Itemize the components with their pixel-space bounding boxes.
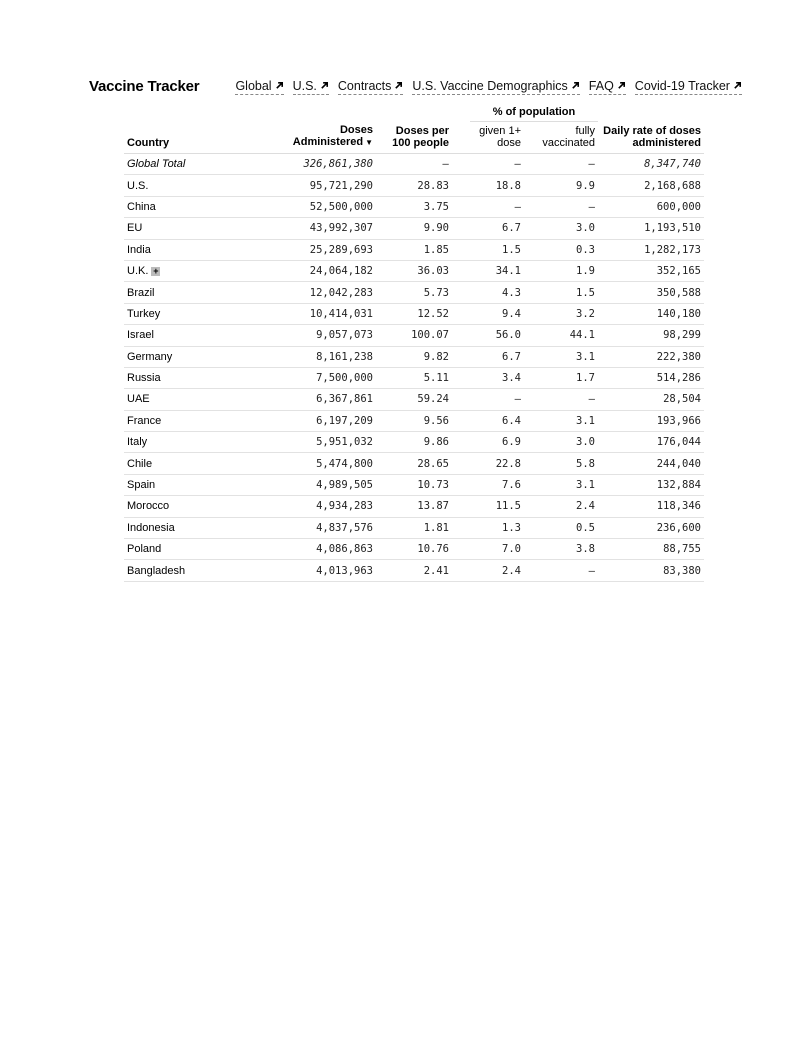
cell-doses: 4,989,505 — [264, 474, 376, 495]
header-line: vaccinated — [542, 137, 595, 149]
cell-country — [124, 325, 264, 346]
cell-per100: 100.07 — [376, 325, 452, 346]
cell-doses: 5,951,032 — [264, 432, 376, 453]
country-name: Germany — [127, 350, 173, 363]
header-doses-administered[interactable] — [264, 123, 376, 154]
cell-given: 18.8 — [452, 175, 524, 196]
cell-daily: 132,884 — [598, 474, 704, 495]
nav-link-us[interactable] — [293, 79, 329, 95]
table-row — [124, 539, 704, 560]
cell-fully: 1.7 — [524, 367, 598, 388]
cell-doses: 43,992,307 — [264, 218, 376, 239]
population-group-header: % of population — [492, 106, 576, 118]
cell-given: – — [452, 389, 524, 410]
cell-given: 3.4 — [452, 367, 524, 388]
cell-per100: 1.81 — [376, 517, 452, 538]
cell-given: 34.1 — [452, 260, 524, 281]
cell-fully: – — [524, 154, 598, 175]
cell-doses: 25,289,693 — [264, 239, 376, 260]
nav-link-global[interactable] — [235, 79, 283, 95]
header-line: fully — [575, 125, 595, 137]
country-name: U.S. — [127, 179, 149, 192]
cell-daily: 98,299 — [598, 325, 704, 346]
external-arrow-icon — [733, 81, 742, 90]
header-line: 100 people — [392, 137, 449, 149]
cell-given: 1.3 — [452, 517, 524, 538]
cell-daily: 83,380 — [598, 560, 704, 581]
cell-doses: 4,086,863 — [264, 539, 376, 560]
country-name: Russia — [127, 372, 161, 385]
table-row — [124, 474, 704, 495]
header-doses-per-100[interactable] — [376, 123, 452, 154]
cell-doses: 9,057,073 — [264, 325, 376, 346]
nav-link-label: U.S. Vaccine Demographics — [412, 78, 568, 93]
country-name: UAE — [127, 393, 150, 406]
cell-fully: 3.0 — [524, 432, 598, 453]
cell-doses: 4,837,576 — [264, 517, 376, 538]
cell-fully: 3.8 — [524, 539, 598, 560]
cell-per100: 5.73 — [376, 282, 452, 303]
cell-fully: 1.9 — [524, 260, 598, 281]
cell-doses: 326,861,380 — [264, 154, 376, 175]
cell-per100: 9.82 — [376, 346, 452, 367]
cell-country: Global Total — [124, 154, 264, 175]
header-country[interactable]: Country — [124, 123, 264, 154]
cell-country — [124, 239, 264, 260]
top-navigation — [89, 78, 749, 95]
cell-daily: 222,380 — [598, 346, 704, 367]
nav-link-label: Covid-19 Tracker — [634, 78, 730, 93]
nav-link-faq[interactable] — [589, 79, 626, 95]
external-arrow-icon — [275, 81, 284, 90]
cell-fully: 1.5 — [524, 282, 598, 303]
cell-doses: 4,013,963 — [264, 560, 376, 581]
cell-per100: 3.75 — [376, 196, 452, 217]
header-given-1-dose[interactable] — [452, 123, 524, 154]
cell-doses: 6,197,209 — [264, 410, 376, 431]
cell-doses: 12,042,283 — [264, 282, 376, 303]
cell-fully: – — [524, 560, 598, 581]
cell-country — [124, 175, 264, 196]
population-group-divider — [470, 121, 598, 122]
cell-per100: 1.85 — [376, 239, 452, 260]
cell-per100: 9.90 — [376, 218, 452, 239]
cell-daily: 1,282,173 — [598, 239, 704, 260]
header-daily-rate[interactable] — [598, 123, 704, 154]
header-line: Doses per — [395, 125, 449, 137]
cell-daily: 2,168,688 — [598, 175, 704, 196]
cell-per100: 9.86 — [376, 432, 452, 453]
country-name: China — [127, 200, 156, 213]
table-row — [124, 218, 704, 239]
vaccine-table — [124, 123, 704, 582]
cell-country — [124, 346, 264, 367]
cell-fully: 3.1 — [524, 474, 598, 495]
cell-country — [124, 196, 264, 217]
cell-daily: 28,504 — [598, 389, 704, 410]
cell-country — [124, 539, 264, 560]
cell-fully: 3.0 — [524, 218, 598, 239]
country-name: EU — [127, 222, 143, 235]
cell-per100: 2.41 — [376, 560, 452, 581]
table-row — [124, 496, 704, 517]
cell-doses: 95,721,290 — [264, 175, 376, 196]
table-row — [124, 432, 704, 453]
cell-per100: 36.03 — [376, 260, 452, 281]
cell-given: 6.7 — [452, 346, 524, 367]
cell-fully: 3.2 — [524, 303, 598, 324]
table-row — [124, 303, 704, 324]
country-name: Turkey — [127, 307, 161, 320]
header-fully-vaccinated[interactable] — [524, 123, 598, 154]
table-row — [124, 367, 704, 388]
cell-per100: 59.24 — [376, 389, 452, 410]
cell-per100: 10.73 — [376, 474, 452, 495]
cell-country — [124, 260, 264, 281]
cell-doses: 5,474,800 — [264, 453, 376, 474]
cell-daily: 514,286 — [598, 367, 704, 388]
cell-fully: – — [524, 196, 598, 217]
cell-country — [124, 432, 264, 453]
cell-per100: 5.11 — [376, 367, 452, 388]
table-row — [124, 346, 704, 367]
cell-fully: 3.1 — [524, 410, 598, 431]
cell-daily: 88,755 — [598, 539, 704, 560]
cell-fully: 44.1 — [524, 325, 598, 346]
cell-country — [124, 560, 264, 581]
cell-daily: 244,040 — [598, 453, 704, 474]
cell-doses: 6,367,861 — [264, 389, 376, 410]
cell-daily: 118,346 — [598, 496, 704, 517]
country-name: Bangladesh — [127, 564, 186, 577]
cell-given: 56.0 — [452, 325, 524, 346]
country-name: Chile — [127, 457, 153, 470]
cell-given: 9.4 — [452, 303, 524, 324]
cell-daily: 350,588 — [598, 282, 704, 303]
table-row — [124, 239, 704, 260]
cell-country — [124, 218, 264, 239]
nav-link-demographics[interactable] — [412, 79, 579, 95]
cell-fully: 2.4 — [524, 496, 598, 517]
cell-daily: 193,966 — [598, 410, 704, 431]
external-arrow-icon — [571, 81, 580, 90]
cell-given: 4.3 — [452, 282, 524, 303]
country-name: Spain — [127, 479, 156, 492]
cell-doses: 10,414,031 — [264, 303, 376, 324]
cell-country — [124, 517, 264, 538]
country-name: Poland — [127, 543, 162, 556]
cell-given: – — [452, 154, 524, 175]
external-arrow-icon — [617, 81, 626, 90]
cell-per100: 9.56 — [376, 410, 452, 431]
table-row — [124, 175, 704, 196]
sort-desc-icon: ▼ — [365, 138, 373, 147]
cell-per100: 28.65 — [376, 453, 452, 474]
cell-given: 2.4 — [452, 560, 524, 581]
cell-doses: 7,500,000 — [264, 367, 376, 388]
table-row — [124, 453, 704, 474]
table-row — [124, 282, 704, 303]
cell-doses: 52,500,000 — [264, 196, 376, 217]
table-row — [124, 196, 704, 217]
cell-fully: 0.5 — [524, 517, 598, 538]
external-arrow-icon — [394, 81, 403, 90]
cell-given: 7.6 — [452, 474, 524, 495]
table-row — [124, 410, 704, 431]
country-name: U.K. — [127, 265, 149, 278]
cell-per100: – — [376, 154, 452, 175]
nav-link-label: FAQ — [588, 78, 614, 93]
nav-link-contracts[interactable] — [338, 79, 404, 95]
header-line: administered — [632, 137, 701, 149]
cell-given: 6.9 — [452, 432, 524, 453]
expand-plus-icon[interactable]: + — [153, 265, 159, 276]
cell-doses: 8,161,238 — [264, 346, 376, 367]
table-row — [124, 325, 704, 346]
table-row-global-total — [124, 154, 704, 175]
cell-doses: 24,064,182 — [264, 260, 376, 281]
cell-daily: 140,180 — [598, 303, 704, 324]
cell-per100: 12.52 — [376, 303, 452, 324]
cell-given: 6.7 — [452, 218, 524, 239]
cell-per100: 10.76 — [376, 539, 452, 560]
country-name: Indonesia — [127, 521, 175, 534]
cell-given: 6.4 — [452, 410, 524, 431]
cell-country — [124, 410, 264, 431]
cell-given: 1.5 — [452, 239, 524, 260]
header-line: Administered — [292, 136, 364, 148]
country-name: Israel — [127, 329, 154, 342]
cell-fully: – — [524, 389, 598, 410]
cell-daily: 236,600 — [598, 517, 704, 538]
table-row — [124, 560, 704, 581]
table-header-row — [124, 123, 704, 154]
cell-country — [124, 367, 264, 388]
table-row — [124, 389, 704, 410]
cell-country — [124, 453, 264, 474]
cell-daily: 352,165 — [598, 260, 704, 281]
cell-fully: 5.8 — [524, 453, 598, 474]
country-name: Brazil — [127, 286, 155, 299]
cell-per100: 28.83 — [376, 175, 452, 196]
cell-country — [124, 474, 264, 495]
cell-fully: 3.1 — [524, 346, 598, 367]
country-name: France — [127, 414, 162, 427]
header-line: dose — [497, 137, 521, 149]
header-line: given 1+ — [479, 125, 521, 137]
country-name: India — [127, 243, 151, 256]
cell-daily: 176,044 — [598, 432, 704, 453]
header-line: Doses — [339, 124, 373, 136]
table-row — [124, 260, 704, 281]
cell-daily: 1,193,510 — [598, 218, 704, 239]
cell-daily: 600,000 — [598, 196, 704, 217]
cell-daily: 8,347,740 — [598, 154, 704, 175]
header-line: Daily rate of doses — [603, 125, 701, 137]
nav-link-label: Global — [235, 78, 272, 93]
cell-fully: 0.3 — [524, 239, 598, 260]
cell-fully: 9.9 — [524, 175, 598, 196]
table-row — [124, 517, 704, 538]
cell-given: – — [452, 196, 524, 217]
brand-title: Vaccine Tracker — [89, 78, 200, 95]
country-name: Morocco — [127, 500, 170, 513]
cell-country — [124, 282, 264, 303]
cell-given: 22.8 — [452, 453, 524, 474]
cell-country — [124, 496, 264, 517]
cell-given: 7.0 — [452, 539, 524, 560]
cell-country — [124, 389, 264, 410]
external-arrow-icon — [320, 81, 329, 90]
nav-link-label: Contracts — [337, 78, 392, 93]
cell-given: 11.5 — [452, 496, 524, 517]
nav-link-covid-tracker[interactable] — [635, 79, 742, 95]
cell-per100: 13.87 — [376, 496, 452, 517]
country-name: Italy — [127, 436, 148, 449]
cell-country — [124, 303, 264, 324]
nav-link-label: U.S. — [292, 78, 317, 93]
cell-doses: 4,934,283 — [264, 496, 376, 517]
